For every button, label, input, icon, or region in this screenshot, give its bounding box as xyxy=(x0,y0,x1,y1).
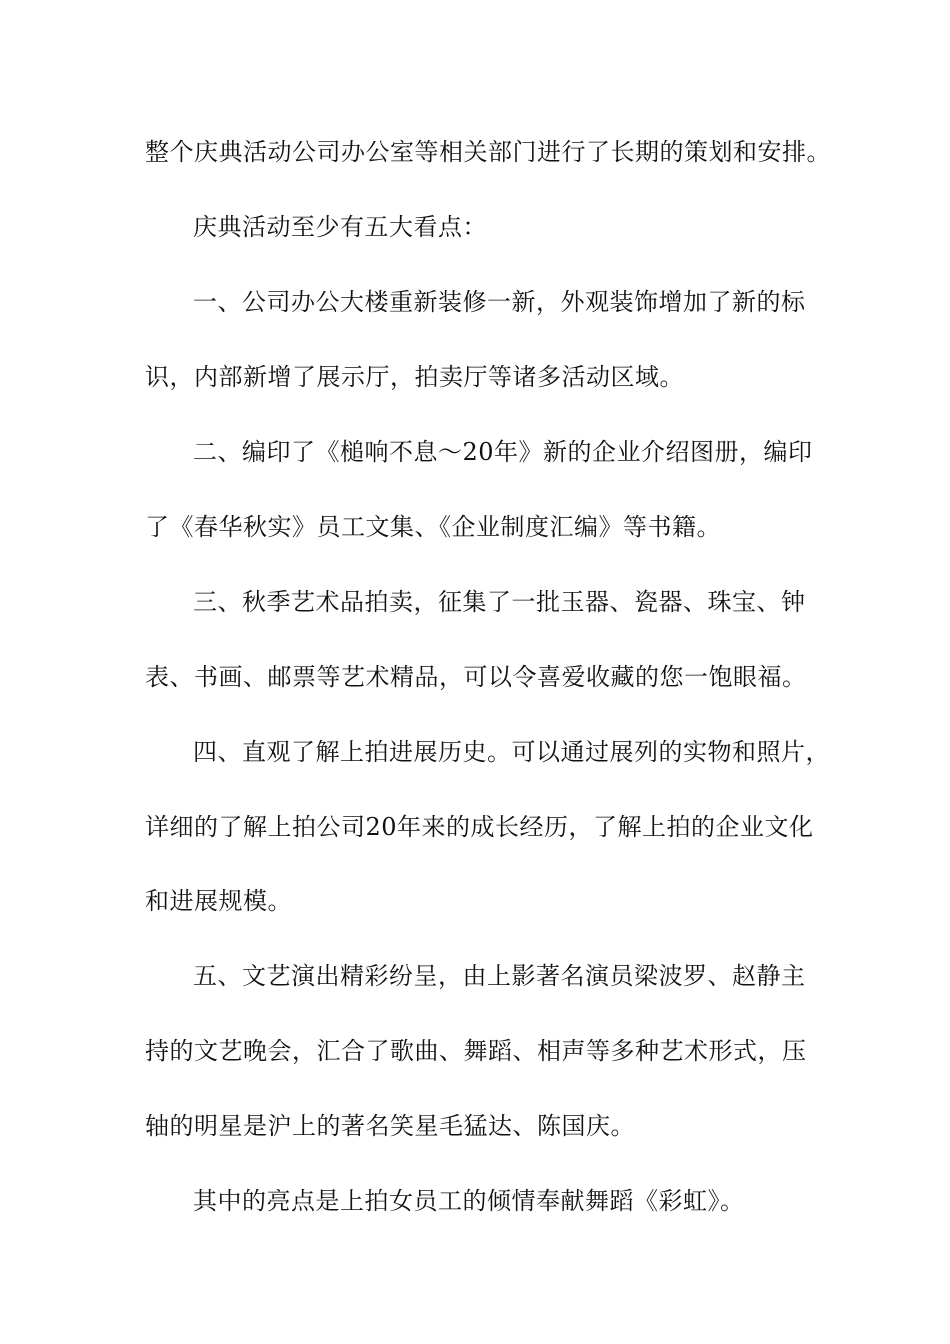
text-line: 持的文艺晚会，汇合了歌曲、舞蹈、相声等多种艺术形式，压 xyxy=(145,1037,807,1065)
text-line: 三、秋季艺术品拍卖，征集了一批玉器、瓷器、珠宝、钟 xyxy=(193,588,806,616)
text-line: 庆典活动至少有五大看点： xyxy=(193,213,487,241)
text-line: 整个庆典活动公司办公室等相关部门进行了长期的策划和安排。 xyxy=(145,138,831,166)
text-line: 和进展规模。 xyxy=(145,887,292,915)
text-line: 了《春华秋实》员工文集、《企业制度汇编》等书籍。 xyxy=(145,513,721,541)
text-line: 一、公司办公大楼重新装修一新，外观装饰增加了新的标 xyxy=(193,288,806,316)
text-line: 其中的亮点是上拍女员工的倾情奉献舞蹈《彩虹》。 xyxy=(193,1187,745,1215)
text-line: 四、直观了解上拍进展历史。可以通过展列的实物和照片， xyxy=(193,738,830,766)
text-line: 识，内部新增了展示厅，拍卖厅等诸多活动区域。 xyxy=(145,363,684,391)
text-line: 五、文艺演出精彩纷呈，由上影著名演员梁波罗、赵静主 xyxy=(193,962,806,990)
text-line: 表、书画、邮票等艺术精品，可以令喜爱收藏的您一饱眼福。 xyxy=(145,663,807,691)
text-line: 二、编印了《槌响不息～20年》新的企业介绍图册，编印 xyxy=(193,438,813,466)
text-line: 轴的明星是沪上的著名笑星毛猛达、陈国庆。 xyxy=(145,1112,635,1140)
text-line: 详细的了解上拍公司20年来的成长经历，了解上拍的企业文化 xyxy=(145,813,814,841)
